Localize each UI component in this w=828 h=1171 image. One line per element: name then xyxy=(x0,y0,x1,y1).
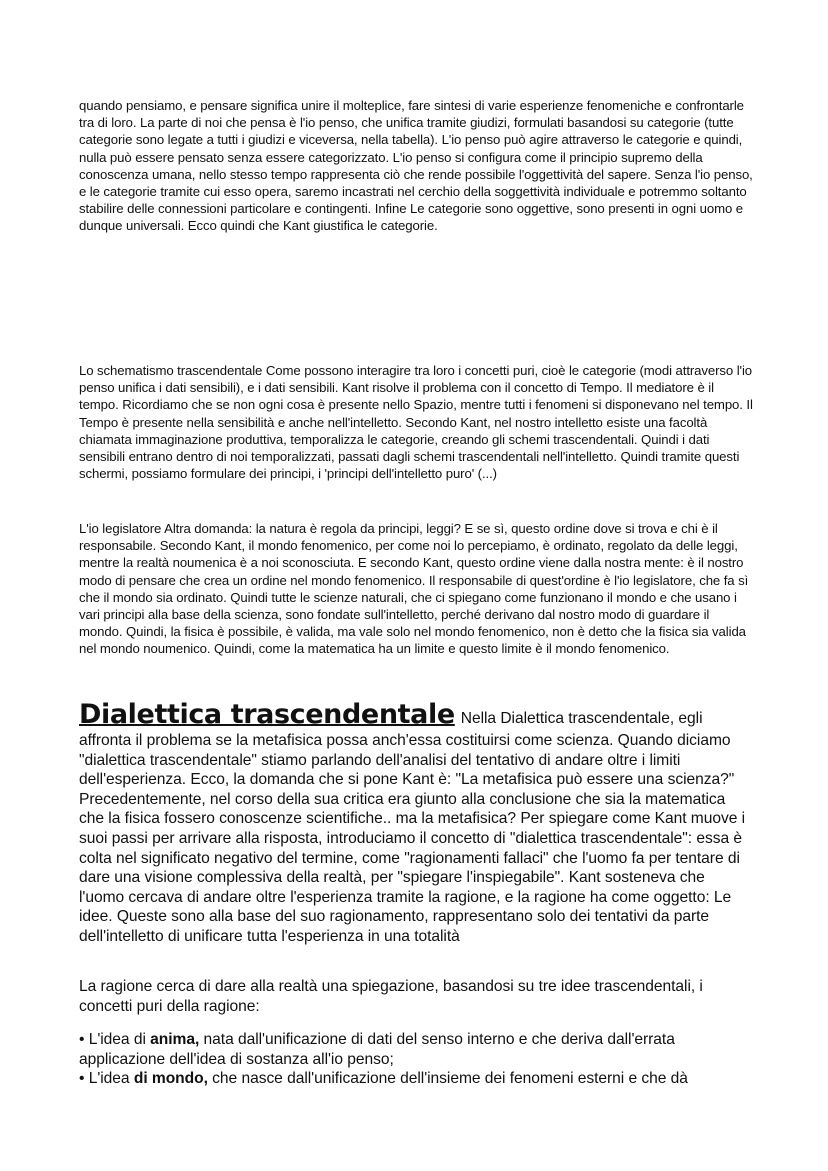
bullet-bold-term: di mondo, xyxy=(133,1070,208,1088)
bullet-prefix: L'idea di xyxy=(88,1031,151,1048)
bullet-item-mondo xyxy=(79,1069,754,1089)
paragraph-io-penso: quando pensiamo, e pensare significa unire il molteplice, fare sintesi di varie esperienze fenomeniche e confrontarle tra di loro. La parte di noi che pensa è l'io penso, che unifica tramite giudizi, formulati basandosi su categorie (tutte categorie sono legate a tutti i giudizi e viceversa, nella tabella). L'io penso può agire attraverso le categorie e quindi, nulla può essere pensato senza essere categorizzato. L'io penso si configura come il principio supremo della conoscenza umana, nello stesso tempo rappresenta ciò che rende possibile l'oggettività del sapere. Senza l'io penso, e le categorie tramite cui esso opera, saremo incastrati nel cerchio della soggettività individuale e potremmo soltanto stabilire delle connessioni particolare e contingenti. Infine Le categorie sono oggettive, sono presenti in ogni uomo e dunque universali. Ecco quindi che Kant giustifica le categorie. xyxy=(79,98,753,234)
section-dialettica-trascendentale xyxy=(79,698,754,947)
bullet-bold-term: anima, xyxy=(150,1031,200,1048)
paragraph-io-legislatore: L'io legislatore Altra domanda: la natura è regola da principi, leggi? E se sì, questo ordine dove si trova e chi è il responsabile. Secondo Kant, il mondo fenomenico, per come noi lo percepiamo, è ordinato, regolato da delle leggi, mentre la realtà noumenica è a noi sconosciuta. E secondo Kant, questo ordine viene dalla nostra mente: è il nostro modo di pensare che crea un ordine nel mondo fenomenico. Il responsabile di quest'ordine è l'io legislatore, che fa sì che il mondo sia ordinato. Quindi tutte le scienze naturali, che ci spiegano come funzionano il mondo e che usano i vari principi alla base della scienza, sono fondate sull'intelletto, perché derivano dal nostro modo di guardare il mondo. Quindi, la fisica è possibile, è valida, ma vale solo nel mondo fenomenico, non è detto che la fisica sia valida nel mondo noumenico. Quindi, come la matematica ha un limite e questo limite è il mondo fenomenico. xyxy=(79,521,749,657)
bullet-item-anima xyxy=(79,1030,754,1069)
bullet-text: nata dall'unificazione di dati del senso interno e che deriva dall'errata applicazione dell'idea di sostanza all'io penso; xyxy=(79,1031,675,1068)
bullet-marker: • xyxy=(79,1031,85,1048)
paragraph-idee-trascendentali: La ragione cerca di dare alla realtà una spiegazione, basandosi su tre idee trascendentali, i concetti puri della ragione: xyxy=(79,978,703,1015)
paragraph-dialettica: Nella Dialettica trascendentale, egli affronta il problema se la metafisica possa anch'essa costituirsi come scienza. Quando diciamo "dialettica trascendentale" stiamo parlando dell'analisi del tentativo di andare oltre i limiti dell'esperienza. Ecco, la domanda che si pone Kant è: "La metafisica può essere una scienza?" Precedentemente, nel corso della sua critica era giunto alla conclusione che sia la matematica che la fisica fossero conoscenze scientifiche.. ma la metafisica? Per spiegare come Kant muove i suoi passi per arrivare alla risposta, introduciamo il concetto di "dialettica trascendentale": essa è colta nel significato negativo del termine, come "ragionamenti fallaci" che l'uomo fa per tentare di dare una visione complessiva della realtà, per "spiegare l'inspiegabile". Kant sosteneva che l'uomo cercava di andare oltre l'esperienza tramite la ragione, e la ragione ha come oggetto: Le idee. Queste sono alla base del suo ragionamento, rappresentano solo dei tentativi da parte dell'intelletto di unificare tutta l'esperienza in una totalità xyxy=(79,710,746,945)
paragraph-schematismo-trascendentale: Lo schematismo trascendentale Come possono interagire tra loro i concetti puri, cioè le categorie (modi attraverso l'io penso unifica i dati sensibili), e i dati sensibili. Kant risolve il problema con il concetto di Tempo. Il mediatore è il tempo. Ricordiamo che se non ogni cosa è presente nello Spazio, mentre tutti i fenomeni si disponevano nel tempo. Il Tempo è presente nella sensibilità e anche nell'intelletto. Secondo Kant, nel nostro intelletto esiste una facoltà chiamata immaginazione produttiva, temporalizza le categorie, creando gli schemi trascendentali. Quindi i dati sensibili entrano dentro di noi temporalizzati, passati dagli schemi trascendentali nell'intelletto. Quindi tramite questi schermi, possiamo formulare dei principi, i 'principi dell'intelletto puro' (...) xyxy=(79,363,753,482)
bullet-prefix: L'idea xyxy=(88,1070,134,1088)
bullet-text: che nasce dall'unificazione dell'insieme dei fenomeni esterni e che dà xyxy=(207,1070,688,1088)
section-heading: Dialettica trascendentale xyxy=(79,699,455,730)
bullet-marker: • xyxy=(79,1070,85,1088)
bullet-list xyxy=(79,1030,754,1089)
